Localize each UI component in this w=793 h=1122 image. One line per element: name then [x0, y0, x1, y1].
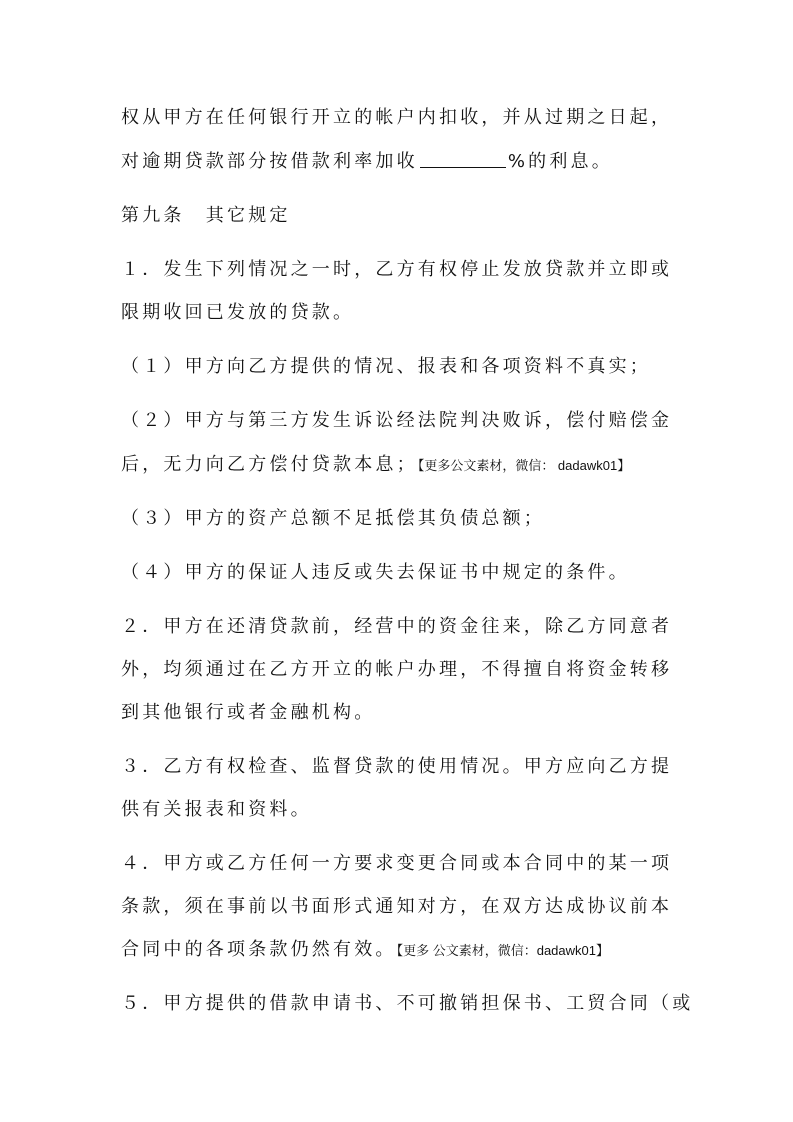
paragraph-line: 权从甲方在任何银行开立的帐户内扣收，并从过期之日起，	[121, 107, 673, 128]
paragraph-line: ２．甲方在还清贷款前，经营中的资金往来，除乙方同意者	[121, 616, 673, 637]
paragraph-line: （２）甲方与第三方发生诉讼经法院判决败诉，偿付赔偿金	[121, 410, 673, 431]
paragraph-line: ４．甲方或乙方任何一方要求变更合同或本合同中的某一项	[121, 853, 673, 874]
paragraph-line: 限期收回已发放的贷款。	[121, 302, 355, 323]
section-heading: 第九条 其它规定	[121, 205, 291, 226]
paragraph-line: （３）甲方的资产总额不足抵偿其负债总额；	[121, 508, 545, 529]
promo-note: 【更多 公文素材，微信：dadawk01】	[396, 943, 609, 958]
paragraph-line	[121, 151, 613, 173]
paragraph-line	[121, 454, 630, 477]
promo-note: 【更多公文素材，微信： dadawk01】	[417, 458, 631, 473]
paragraph-line: （４）甲方的保证人违反或失去保证书中规定的条件。	[121, 562, 630, 583]
paragraph-line: 外，均须通过在乙方开立的帐户办理，不得擅自将资金转移	[121, 659, 673, 680]
paragraph-line: ５．甲方提供的借款申请书、不可撤销担保书、工贸合同（或	[121, 993, 694, 1014]
paragraph-line: 到其他银行或者金融机构。	[121, 702, 376, 723]
paragraph-text: 合同中的各项条款仍然有效。	[121, 939, 397, 960]
paragraph-text: 后，无力向乙方偿付贷款本息；	[121, 454, 418, 475]
paragraph-line: （１）甲方向乙方提供的情况、报表和各项资料不真实；	[121, 356, 651, 377]
paragraph-line: 条款，须在事前以书面形式通知对方，在双方达成协议前本	[121, 896, 673, 917]
paragraph-text: 对逾期贷款部分按借款利率加收	[121, 151, 418, 172]
paragraph-line: ３．乙方有权检查、监督贷款的使用情况。甲方应向乙方提	[121, 756, 673, 777]
paragraph-line: 供有关报表和资料。	[121, 799, 312, 820]
paragraph-line	[121, 939, 609, 962]
paragraph-text: %的利息。	[507, 151, 613, 172]
paragraph-line: １．发生下列情况之一时，乙方有权停止发放贷款并立即或	[121, 259, 673, 280]
fill-in-blank	[420, 151, 506, 168]
